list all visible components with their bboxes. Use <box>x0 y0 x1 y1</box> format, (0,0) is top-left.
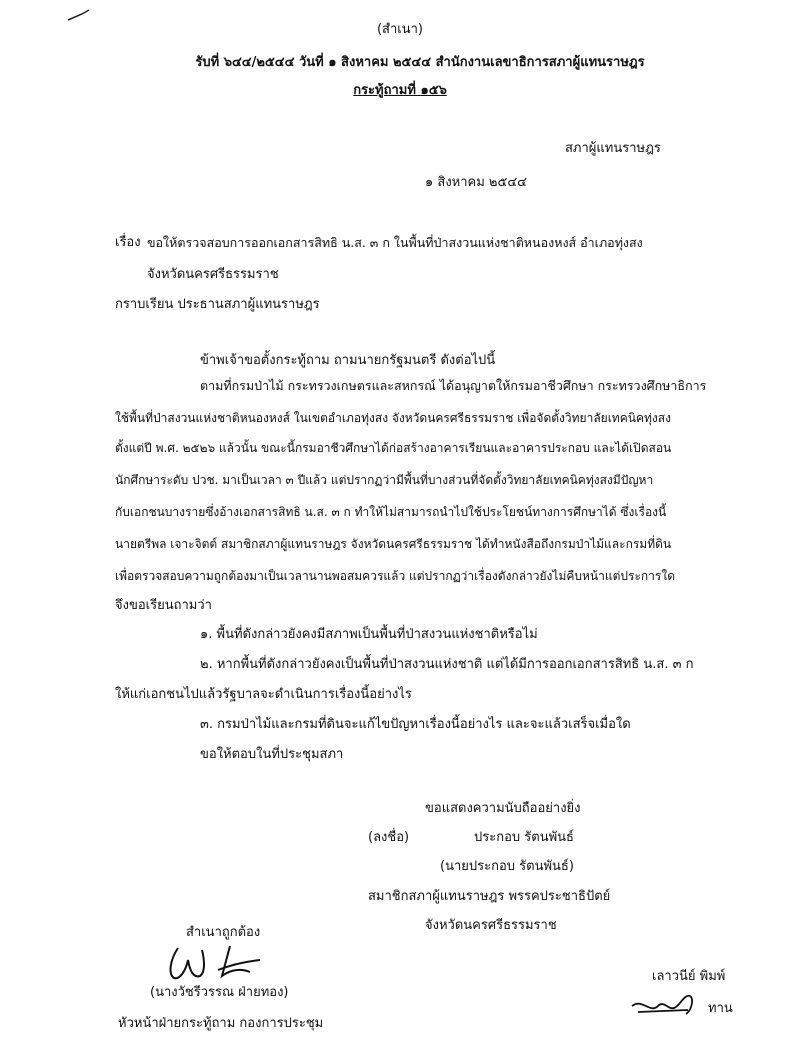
body-line: กับเอกชนบางรายซึ่งอ้างเอกสารสิทธิ น.ส. ๓ ก ทำให้ไม่สามารถนำไปใช้ประโยชน์ทางการศึกษาได้ ซึ่งเรื่องนี้ <box>115 505 667 519</box>
document-date: ๑ สิงหาคม ๒๕๔๔ <box>425 175 528 190</box>
copy-label: (สำเนา) <box>376 22 423 37</box>
stray-mark <box>64 6 94 26</box>
subject-line-1: ขอให้ตรวจสอบการออกเอกสารสิทธิ น.ส. ๓ ก ในพื้นที่ป่าสงวนแห่งชาติหนองหงส์ อำเภอทุ่งสง <box>147 235 643 250</box>
certification-label: สำเนาถูกต้อง <box>186 925 261 940</box>
body-line: จึงขอเรียนถามว่า <box>115 598 212 613</box>
signer-position: สมาชิกสภาผู้แทนราษฎร พรรคประชาธิปัตย์ <box>368 889 611 904</box>
body-intro: ข้าพเจ้าขอตั้งกระทู้ถาม ถามนายกรัฐมนตรี ดังต่อไปนี้ <box>200 353 496 368</box>
question-2-line-2: ให้แก่เอกชนไปแล้วรัฐบาลจะดำเนินการเรื่องนี้อย่างไร <box>115 687 412 702</box>
handwritten-signature <box>160 940 270 985</box>
body-line: ใช้พื้นที่ป่าสงวนแห่งชาติหนองหงส์ ในเขตอำเภอทุ่งสง จังหวัดนครศรีธรรมราช เพื่อจัดตั้งวิทยาลัยเทคนิคทุ่งสง <box>115 411 671 425</box>
body-line: ตั้งแต่ปี พ.ศ. ๒๕๒๖ แล้วนั้น ขณะนี้กรมอาชีวศึกษาได้ก่อสร้างอาคารเรียนและอาคารประกอบ และได้เปิดสอน <box>115 441 672 455</box>
checked-suffix: ทาน <box>708 1001 733 1016</box>
receipt-line: รับที่ ๖๔๔/๒๕๔๔ วันที่ ๑ สิงหาคม ๒๕๔๔ สำนักงานเลขาธิการสภาผู้แทนราษฎร <box>195 55 645 70</box>
question-2-line-1: ๒. หากพื้นที่ดังกล่าวยังคงเป็นพื้นที่ป่าสงวนแห่งชาติ แต่ได้มีการออกเอกสารสิทธิ น.ส. ๓ ก <box>200 657 694 672</box>
subject-label: เรื่อง <box>115 235 141 250</box>
signer-province: จังหวัดนครศรีธรรมราช <box>425 918 557 933</box>
salutation: กราบเรียน ประธานสภาผู้แทนราษฎร <box>115 297 320 312</box>
closing-request: ขอให้ตอบในที่ประชุมสภา <box>200 747 344 762</box>
body-line: นักศึกษาระดับ ปวช. มาเป็นเวลา ๓ ปีแล้ว แต่ปรากฏว่ามีพื้นที่บางส่วนที่จัดตั้งวิทยาลัยเทคนิคทุ่งสงมีปัญหา <box>115 473 654 487</box>
typed-by: เลาวนีย์ พิมพ์ <box>652 969 726 984</box>
checker-initials-signature <box>628 988 708 1024</box>
body-line: ตามที่กรมป่าไม้ กระทรวงเกษตรและสหกรณ์ ได้อนุญาตให้กรมอาชีวศึกษา กระทรวงศึกษาธิการ <box>200 378 707 393</box>
subject-line-2: จังหวัดนครศรีธรรมราช <box>147 267 279 282</box>
signer-full-name: (นายประกอบ รัตนพันธ์) <box>440 859 574 874</box>
signed-label: (ลงชื่อ) <box>368 830 410 845</box>
question-1: ๑. พื้นที่ดังกล่าวยังคงมีสภาพเป็นพื้นที่ป่าสงวนแห่งชาติหรือไม่ <box>200 627 538 642</box>
question-number: กระทู้ถามที่ ๑๕๖ <box>353 83 447 98</box>
body-line: นายตรีพล เจาะจิตต์ สมาชิกสภาผู้แทนราษฎร จังหวัดนครศรีธรรมราช ได้ทำหนังสือถึงกรมป่าไม้และกรมที่ดิน <box>115 537 672 551</box>
regards: ขอแสดงความนับถืออย่างยิ่ง <box>425 801 581 816</box>
certifier-position: หัวหน้าฝ่ายกระทู้ถาม กองการประชุม <box>118 1016 324 1031</box>
signer-name: ประกอบ รัตนพันธ์ <box>474 830 574 845</box>
sender-office: สภาผู้แทนราษฎร <box>565 141 661 156</box>
body-line: เพื่อตรวจสอบความถูกต้องมาเป็นเวลานานพอสมควรแล้ว แต่ปรากฏว่าเรื่องดังกล่าวยังไม่คืบหน้าแต่ประการใด <box>115 569 675 583</box>
question-3: ๓. กรมป่าไม้และกรมที่ดินจะแก้ไขปัญหาเรื่องนี้อย่างไร และจะแล้วเสร็จเมื่อใด <box>200 717 631 732</box>
certifier-name: (นางวัชรีวรรณ ฝ่ายทอง) <box>150 985 289 1000</box>
